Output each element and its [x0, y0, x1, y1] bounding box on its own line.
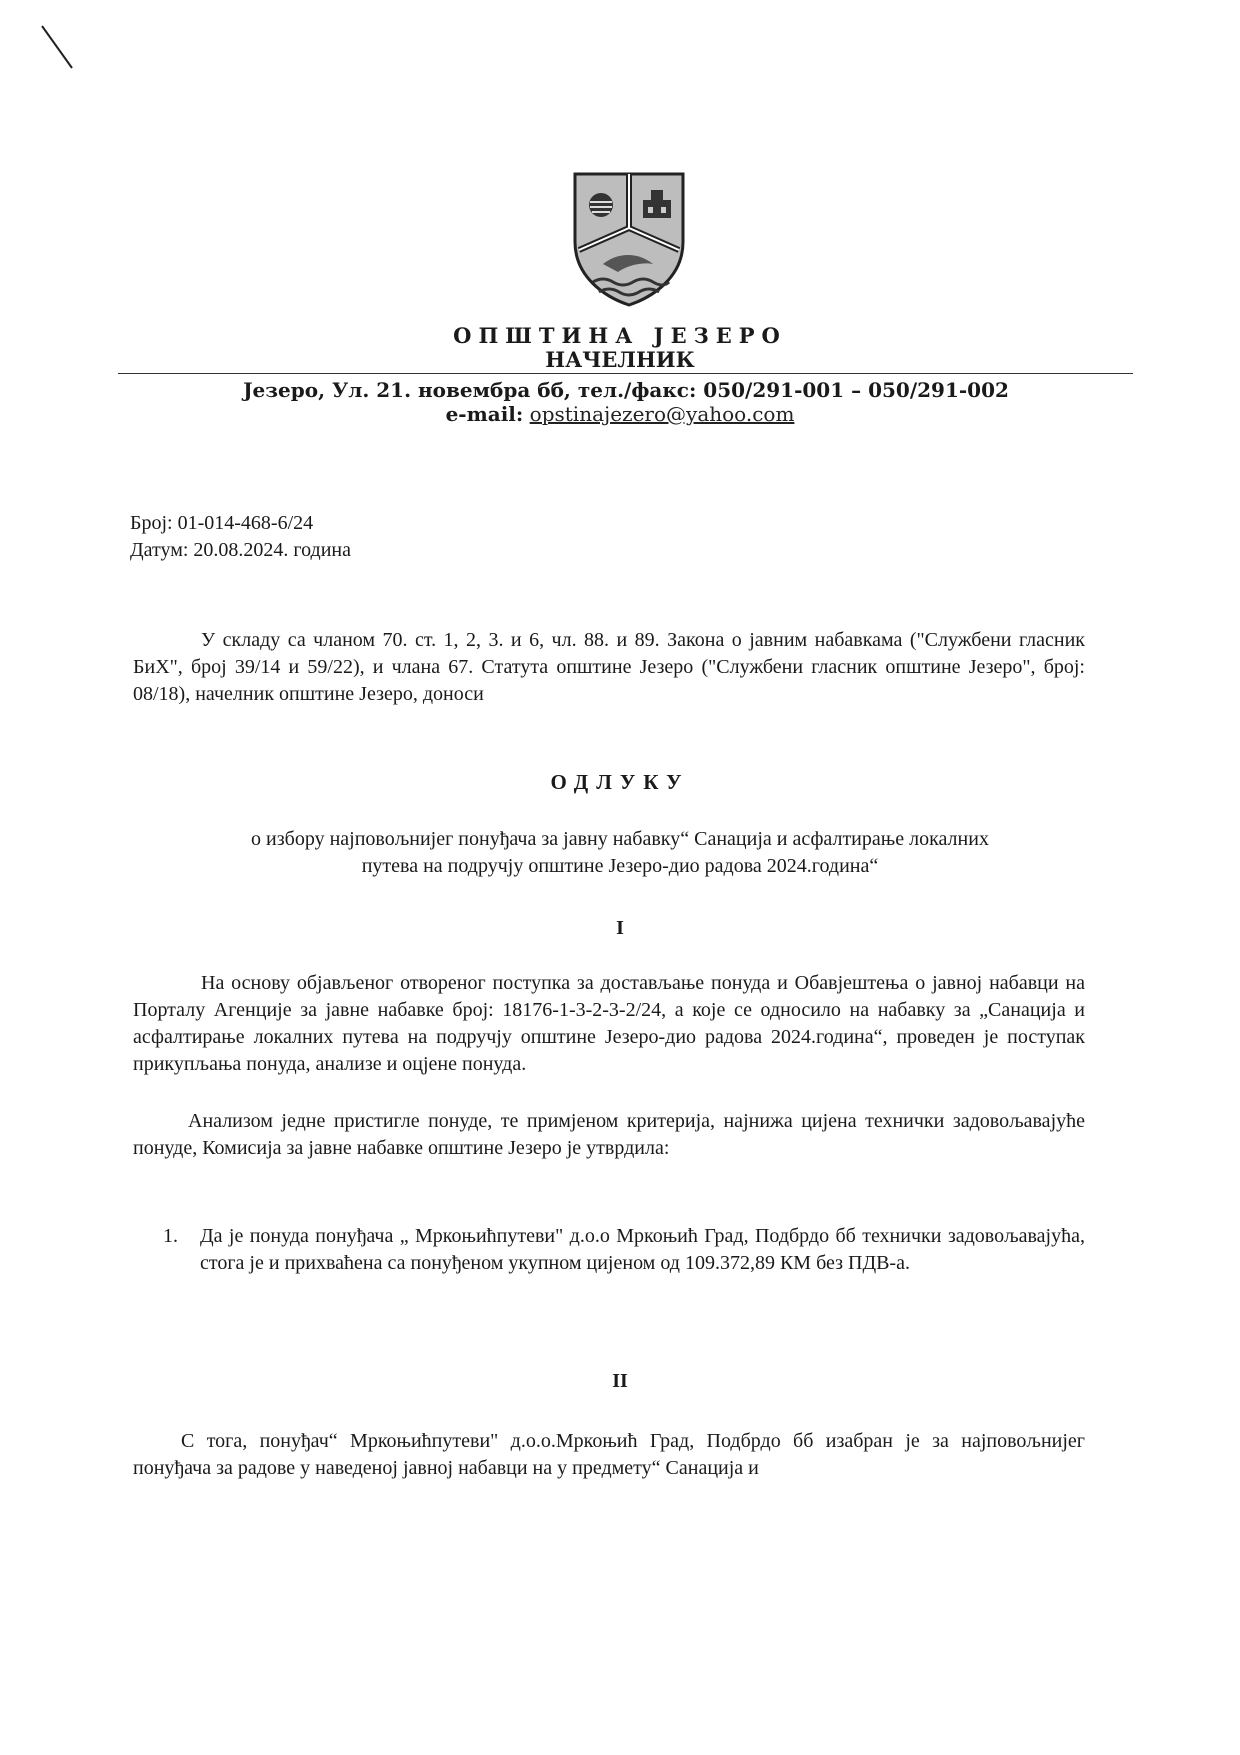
document-number: Број: 01-014-468-6/24: [130, 512, 314, 534]
decision-subtitle-line-2: путева на подручју општине Језеро-дио радова 2024.година“: [361, 855, 879, 877]
decision-subtitle: [140, 826, 1100, 880]
municipality-coat-of-arms-icon: [573, 172, 685, 307]
section2-paragraph-1: С тога, понуђач“ Мркоњићпутеви" д.о.о.Мркоњић Град, Подбрдо бб изабран је за најповољнијег понуђача за радове у наведеној јавној набавци на у предмету“ Санација и: [133, 1430, 1085, 1479]
scan-pen-mark: [38, 22, 78, 74]
header-divider: [118, 373, 1133, 374]
section-heading-2: II: [612, 1370, 628, 1392]
office-name: НАЧЕЛНИК: [545, 347, 695, 372]
decision-subtitle-line-1: о избору најповољнијег понуђача за јавну набавку“ Санација и асфалтирање локалних: [251, 828, 989, 850]
finding-list-item: [163, 1223, 1085, 1277]
preamble-paragraph: У складу са чланом 70. ст. 1, 2, 3. и 6, чл. 88. и 89. Закона о јавним набавкама ("Службени гласник БиХ", број 39/14 и 59/22), и члана 67. Статута општине Језеро ("Службени гласник општине Језеро", број: 08/18), начелник општине Језеро, доноси: [133, 629, 1085, 705]
email-line: [0, 402, 1240, 426]
list-item-text: Да је понуда понуђача „ Мркоњићпутеви" д.о.о Мркоњић Град, Подбрдо бб технички задовољавајућа, стога је и прихваћена са понуђеном укупном цијеном од 109.372,89 КМ без ПДВ-а.: [200, 1225, 1085, 1274]
list-item-number: 1.: [163, 1225, 178, 1247]
email-label: e-mail:: [445, 402, 524, 426]
section-heading-1: I: [616, 917, 624, 939]
section1-paragraph-1: На основу објављеног отвореног поступка за достављање понуда и Обавјештења о јавној набавци на Порталу Агенције за јавне набавке број: 18176-1-3-2-3-2/24, а које се односило на набавку за „Санација и асфалтирање локалних путева на подручју општине Језеро-дио радова 2024.година“, проведен је поступак прикупљања понуда, анализе и оцјене понуда.: [133, 972, 1085, 1075]
document-date: Датум: 20.08.2024. година: [130, 539, 352, 561]
decision-title: ОДЛУКУ: [550, 770, 690, 794]
address-line: Језеро, Ул. 21. новембра бб, тел./факс: 050/291-001 – 050/291-002: [243, 378, 1009, 402]
section1-paragraph-2: Анализом једне пристигле понуде, те примјеном критерија, најнижа цијена технички задовољавајуће понуде, Комисија за јавне набавке општине Језеро је утврдила:: [133, 1110, 1085, 1159]
email-link[interactable]: opstinajezero@yahoo.com: [529, 402, 795, 426]
municipality-name: ОПШТИНА ЈЕЗЕРО: [453, 323, 787, 348]
